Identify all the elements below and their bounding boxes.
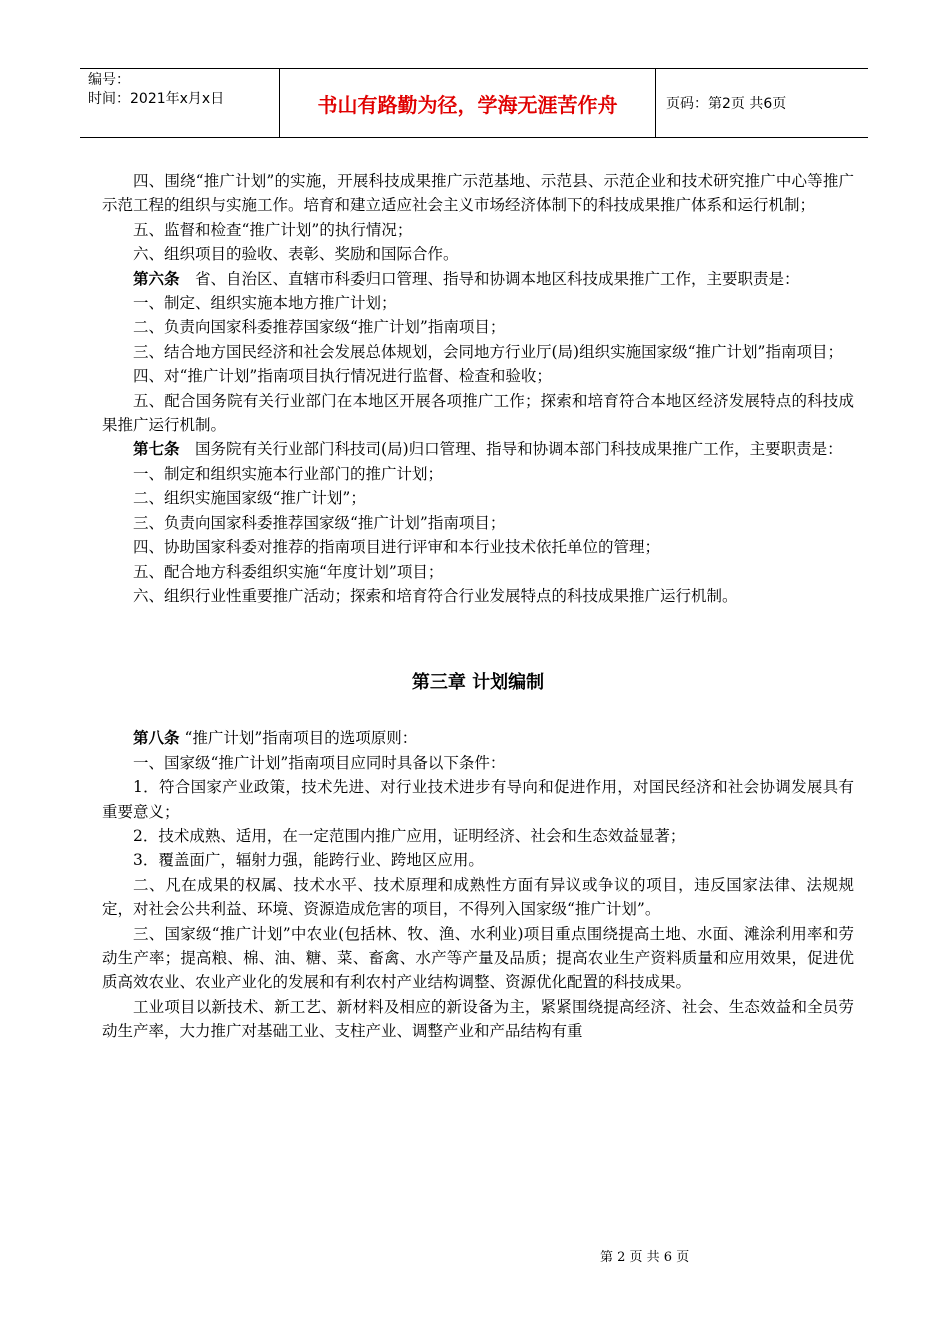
article-title: 第七条 <box>133 439 180 459</box>
paragraph: 2．技术成熟、适用，在一定范围内推广应用，证明经济、社会和生态效益显著； <box>133 826 686 845</box>
article-title: 第六条 <box>133 268 180 288</box>
page-header <box>80 68 868 138</box>
paragraph: 二、组织实施国家级“推广计划”； <box>133 489 366 508</box>
paragraph: 三、负责向国家科委推荐国家级“推广计划”指南项目； <box>133 513 506 532</box>
article-7 <box>102 437 854 461</box>
paragraph: 二、凡在成果的权属、技术水平、技术原理和成熟性方面有异议或争议的项目，违反国家法律、法规规定，对社会公共利益、环境、资源造成危害的项目，不得列入国家级“推广计划”。 <box>102 875 854 919</box>
header-meta <box>80 69 280 137</box>
header-page-info: 页码：第2页 共6页 <box>666 96 787 112</box>
article-text: 国务院有关行业部门科技司(局)归口管理、指导和协调本部门科技成果推广工作，主要职责是： <box>179 440 843 459</box>
header-motto: 书山有路勤为径，学海无涯苦作舟 <box>280 69 656 137</box>
article-8 <box>102 726 854 750</box>
paragraph: 1．符合国家产业政策，技术先进、对行业技术进步有导向和促进作用，对国民经济和社会协调发展具有重要意义； <box>102 778 854 821</box>
paragraph: 一、国家级“推广计划”指南项目应同时具备以下条件： <box>133 753 506 772</box>
page-footer: 第 2 页 共 6 页 <box>600 1250 690 1265</box>
document-number-label: 编号： <box>88 72 130 88</box>
article-6 <box>102 267 854 291</box>
paragraph: 四、围绕“推广计划”的实施，开展科技成果推广示范基地、示范县、示范企业和技术研究推广中心等推广示范工程的组织与实施工作。培育和建立适应社会主义市场经济体制下的科技成果推广体系和运行机制； <box>102 172 854 215</box>
document-body <box>102 169 854 1044</box>
paragraph: 五、配合地方科委组织实施“年度计划”项目； <box>133 562 444 581</box>
paragraph: 一、制定和组织实施本行业部门的推广计划； <box>133 464 444 483</box>
paragraph: 一、制定、组织实施本地方推广计划； <box>133 294 397 313</box>
paragraph: 六、组织行业性重要推广活动；探索和培育符合行业发展特点的科技成果推广运行机制。 <box>133 586 738 605</box>
paragraph: 三、国家级“推广计划”中农业(包括林、牧、渔、水利业)项目重点围绕提高土地、水面、滩涂利用率和劳动生产率；提高粮、棉、油、糖、菜、畜禽、水产等产量及品质；提高农业生产资料质量和应用效果，促进优质高效农业、农业产业化的发展和有利农村产业结构调整、资源优化配置的科技成果。 <box>102 924 854 992</box>
paragraph: 四、对“推广计划”指南项目执行情况进行监督、检查和验收； <box>133 367 552 386</box>
paragraph: 五、配合国务院有关行业部门在本地区开展各项推广工作；探索和培育符合本地区经济发展特点的科技成果推广运行机制。 <box>102 391 854 435</box>
article-text: “推广计划”指南项目的选项原则： <box>184 729 418 748</box>
document-time-label: 时间：2021年x月x日 <box>88 91 225 107</box>
paragraph: 工业项目以新技术、新工艺、新材料及相应的新设备为主，紧紧围绕提高经济、社会、生态效益和全员劳动生产率，大力推广对基础工业、支柱产业、调整产业和产品结构有重 <box>102 997 854 1041</box>
paragraph: 四、协助国家科委对推荐的指南项目进行评审和本行业技术依托单位的管理； <box>133 538 661 557</box>
chapter-heading: 第三章 计划编制 <box>411 672 545 694</box>
paragraph: 三、结合地方国民经济和社会发展总体规划，会同地方行业厅(局)组织实施国家级“推广计划”指南项目； <box>133 342 843 361</box>
paragraph: 二、负责向国家科委推荐国家级“推广计划”指南项目； <box>133 318 506 337</box>
article-title: 第八条 <box>133 728 180 748</box>
paragraph: 3．覆盖面广，辐射力强，能跨行业、跨地区应用。 <box>133 851 484 870</box>
paragraph: 五、监督和检查“推广计划”的执行情况； <box>133 220 413 239</box>
paragraph: 六、组织项目的验收、表彰、奖励和国际合作。 <box>133 245 459 264</box>
article-text: 省、自治区、直辖市科委归口管理、指导和协调本地区科技成果推广工作，主要职责是： <box>179 269 800 288</box>
